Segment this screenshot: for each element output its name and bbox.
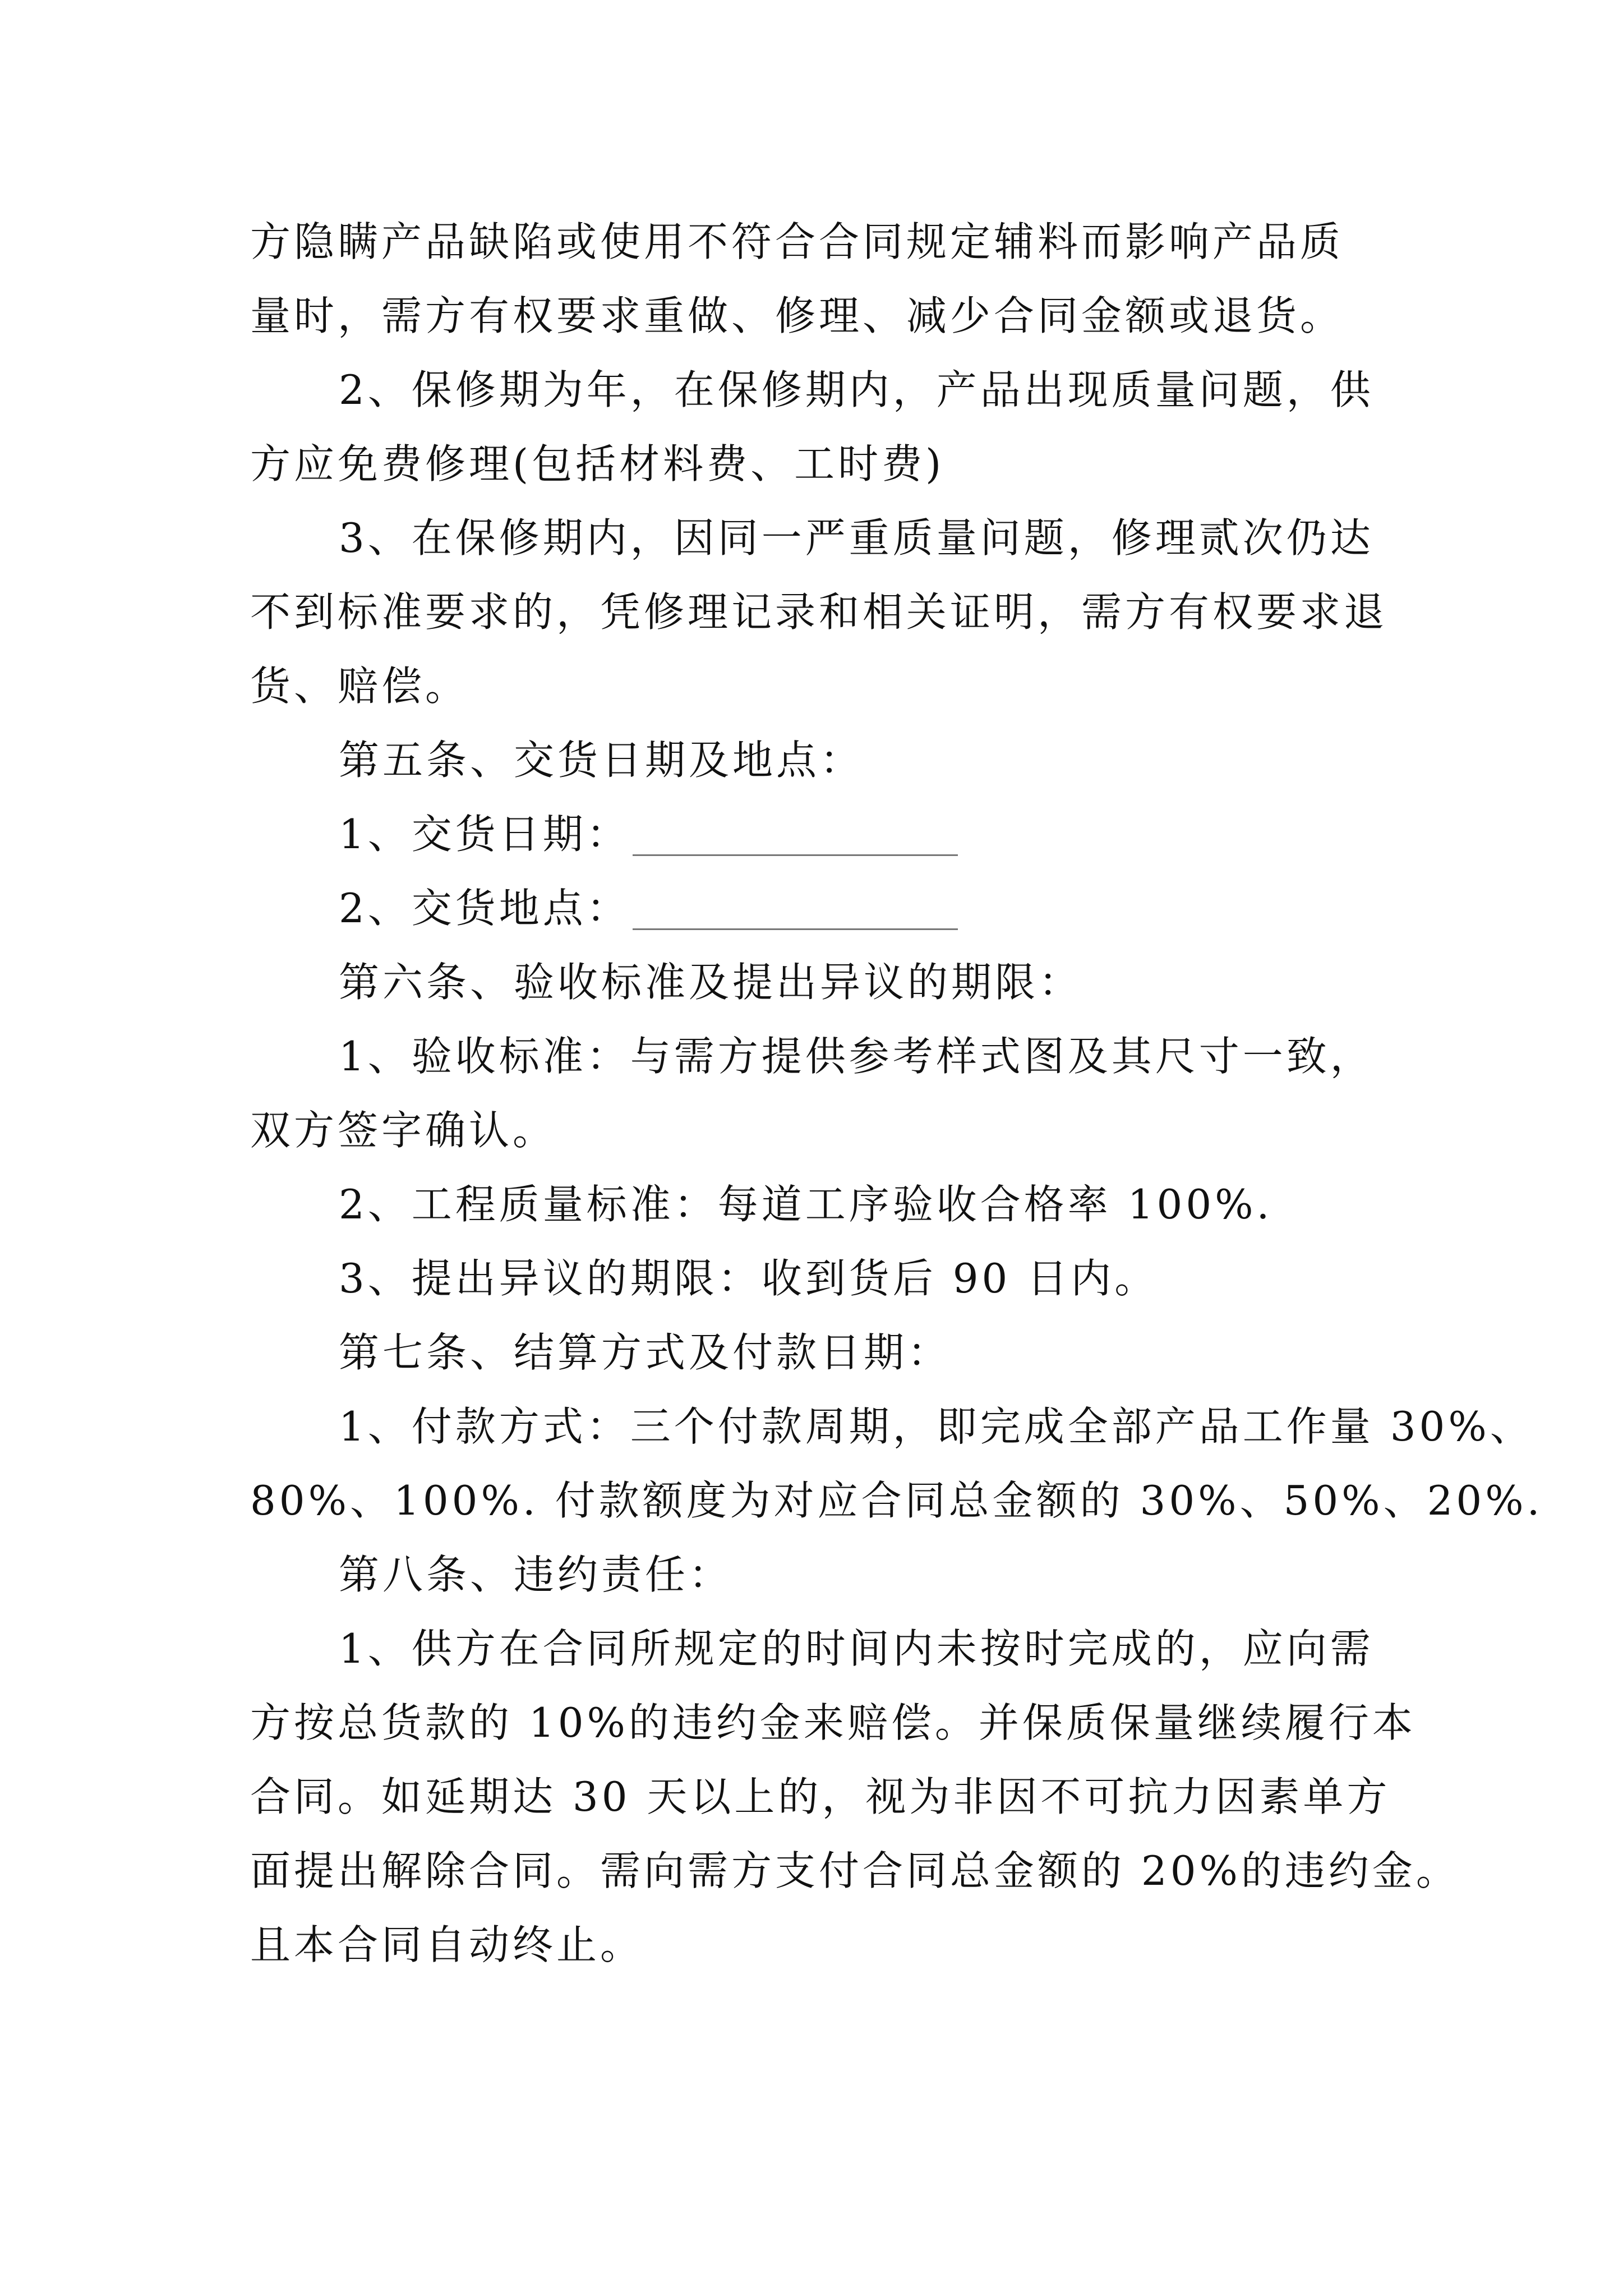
delivery-place-row — [250, 871, 1400, 945]
text-line: 方按总货款的 10%的违约金来赔偿。并保质保量继续履行本 — [250, 1699, 1416, 1746]
section-heading: 第八条、违约责任： — [339, 1551, 733, 1598]
text-line: 80%、100%. 付款额度为对应合同总金额的 30%、50%、20%. — [250, 1477, 1543, 1524]
section-heading: 第五条、交货日期及地点： — [339, 737, 864, 784]
text-line: 1、验收标准：与需方提供参考样式图及其尺寸一致， — [339, 1033, 1374, 1080]
text-line: 面提出解除合同。需向需方支付合同总金额的 20%的违约金。 — [250, 1847, 1460, 1894]
section-heading: 第七条、结算方式及付款日期： — [339, 1329, 952, 1376]
text-line: 方隐瞒产品缺陷或使用不符合合同规定辅料而影响产品质 — [250, 218, 1344, 265]
delivery-date-row — [250, 797, 1400, 871]
text-line: 不到标准要求的，凭修理记录和相关证明，需方有权要求退 — [250, 588, 1388, 636]
text-line: 货、赔偿。 — [250, 662, 469, 710]
text-line: 方应免费修理(包括材料费、工时费) — [250, 440, 945, 487]
contract-text — [250, 205, 1543, 1982]
text-line: 量时，需方有权要求重做、修理、减少合同金额或退货。 — [250, 292, 1344, 339]
text-line: 1、供方在合同所规定的时间内未按时完成的，应向需 — [339, 1625, 1374, 1672]
delivery-date-blank — [633, 814, 958, 856]
text-line: 2、工程质量标准：每道工序验收合格率 100%. — [339, 1181, 1273, 1228]
text-line: 且本合同自动终止。 — [250, 1921, 644, 1968]
text-line: 2、保修期为年，在保修期内，产品出现质量问题，供 — [339, 366, 1374, 413]
text-line: 1、付款方式：三个付款周期，即完成全部产品工作量 30%、 — [339, 1403, 1534, 1450]
text-line: 双方签字确认。 — [250, 1107, 557, 1154]
text-line: 3、提出异议的期限：收到货后 90 日内。 — [339, 1255, 1159, 1302]
text-line: 合同。如延期达 30 天以上的，视为非因不可抗力因素单方 — [250, 1773, 1391, 1820]
text-line: 3、在保修期内，因同一严重质量问题，修理贰次仍达 — [339, 514, 1374, 562]
section-heading: 第六条、验收标准及提出异议的期限： — [339, 959, 1083, 1006]
delivery-place-blank — [633, 888, 958, 930]
delivery-date-label: 1、交货日期： — [339, 811, 630, 858]
delivery-place-label: 2、交货地点： — [339, 885, 630, 932]
